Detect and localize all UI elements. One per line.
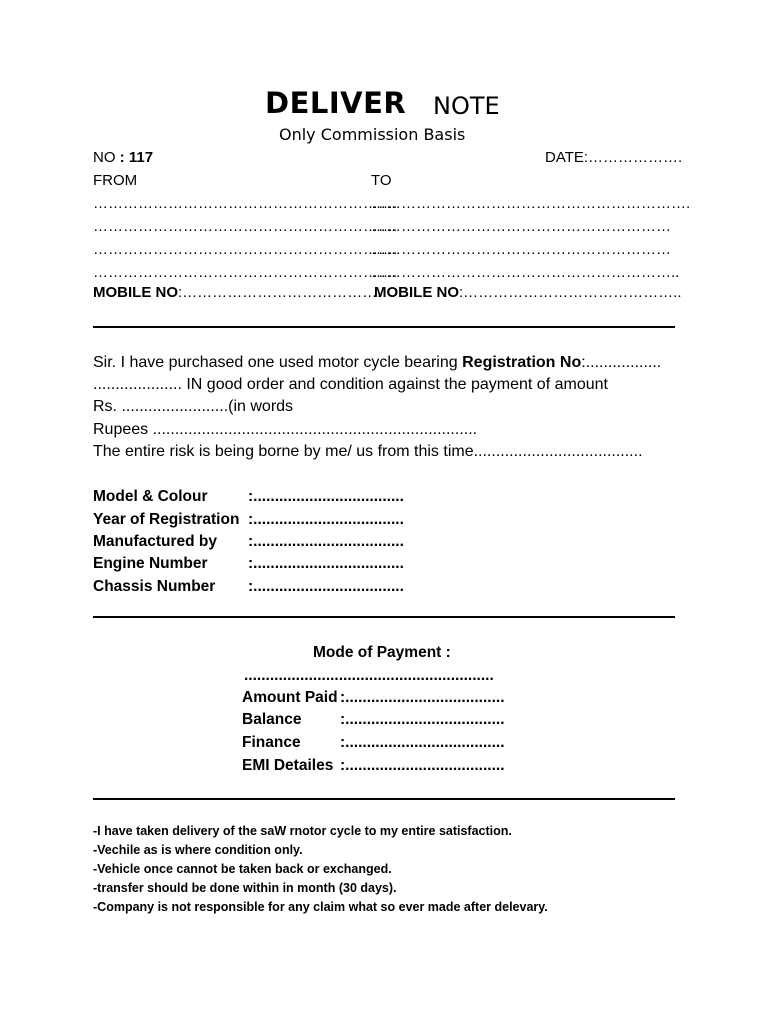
terms-item: -Vehicle once cannot be taken back or exchanged. bbox=[93, 862, 392, 876]
terms-item: -transfer should be done within in month (30 days). bbox=[93, 881, 397, 895]
detail-value: :................................... bbox=[248, 578, 404, 595]
detail-row-chassis bbox=[93, 578, 404, 596]
detail-label: Manufactured by bbox=[93, 533, 218, 550]
to-mobile-label: MOBILE NO bbox=[374, 284, 459, 301]
from-label: FROM bbox=[93, 172, 138, 189]
receipt-number bbox=[93, 149, 153, 166]
detail-label: Model & Colour bbox=[93, 488, 208, 505]
document-title-note: NOTE bbox=[433, 92, 500, 120]
statement-line bbox=[93, 354, 661, 372]
payment-label: Finance bbox=[242, 734, 301, 751]
detail-value: :................................... bbox=[248, 555, 404, 572]
from-address-line: ……………………………………………………. bbox=[93, 218, 398, 235]
payment-row-balance bbox=[242, 711, 505, 729]
payment-value: :..................................... bbox=[340, 711, 505, 728]
detail-row-model bbox=[93, 488, 404, 506]
detail-label: Engine Number bbox=[93, 555, 208, 572]
detail-label: Chassis Number bbox=[93, 578, 216, 595]
document-subtitle: Only Commission Basis bbox=[279, 125, 466, 144]
statement-text: Sir. I have purchased one used motor cycle bearing bbox=[93, 354, 463, 371]
detail-value: :................................... bbox=[248, 533, 404, 550]
payment-value: :..................................... bbox=[340, 757, 505, 774]
terms-list bbox=[93, 822, 548, 917]
to-mobile bbox=[374, 284, 682, 301]
from-mobile-value: :…………………………………. bbox=[178, 284, 382, 301]
terms-item: -Vechile as is where condition only. bbox=[93, 843, 303, 857]
terms-item: -I have taken delivery of the saW rnotor cycle to my entire satisfaction. bbox=[93, 824, 512, 838]
detail-row-engine bbox=[93, 555, 404, 573]
registration-no-dots: :................. bbox=[581, 354, 662, 371]
to-address-line: …………………………………………………….. bbox=[371, 264, 680, 281]
detail-row-year bbox=[93, 511, 404, 529]
payment-mode-dots: .......................................................... bbox=[244, 667, 494, 684]
to-label: TO bbox=[371, 172, 392, 189]
date-field: DATE:………………. bbox=[545, 149, 683, 166]
risk-line: The entire risk is being borne by me/ us from this time...................................... bbox=[93, 443, 643, 460]
amount-words-line: Rupees ......................................................................... bbox=[93, 421, 478, 438]
payment-label: Balance bbox=[242, 711, 302, 728]
to-address-line: …………………………………………………… bbox=[371, 218, 671, 235]
from-address-line: ……………………………………………………. bbox=[93, 195, 398, 212]
payment-row-amount-paid bbox=[242, 689, 505, 707]
terms-item: -Company is not responsible for any claim what so ever made after delevary. bbox=[93, 900, 548, 914]
amount-line: Rs. ........................(in words bbox=[93, 398, 294, 415]
to-address-line: …………………………………………………… bbox=[371, 241, 671, 258]
payment-label: Amount Paid bbox=[242, 689, 338, 706]
registration-no-label: Registration No bbox=[462, 354, 582, 371]
from-address-line: ……………………………………………………. bbox=[93, 264, 398, 281]
receipt-number-label: NO bbox=[93, 149, 116, 166]
from-mobile-label: MOBILE NO bbox=[93, 284, 178, 301]
payment-label: EMI Detailes bbox=[242, 757, 334, 774]
detail-value: :................................... bbox=[248, 511, 404, 528]
payment-value: :..................................... bbox=[340, 734, 505, 751]
divider bbox=[93, 798, 675, 800]
payment-row-emi bbox=[242, 757, 505, 775]
payment-value: :..................................... bbox=[340, 689, 505, 706]
detail-row-manufacturer bbox=[93, 533, 404, 551]
to-address-line: ………………………………………………………. bbox=[371, 195, 691, 212]
divider bbox=[93, 326, 675, 328]
from-mobile bbox=[93, 284, 381, 301]
detail-label: Year of Registration bbox=[93, 511, 240, 528]
document-title: DELIVER bbox=[265, 86, 407, 120]
from-address-line: ……………………………………………………. bbox=[93, 241, 398, 258]
payment-row-finance bbox=[242, 734, 505, 752]
detail-value: :................................... bbox=[248, 488, 404, 505]
to-mobile-value: :…………………………………….. bbox=[459, 284, 682, 301]
receipt-number-value: : 117 bbox=[119, 149, 154, 166]
statement-line: .................... IN good order and condition against the payment of amount bbox=[93, 376, 608, 393]
divider bbox=[93, 616, 675, 618]
payment-heading: Mode of Payment : bbox=[313, 644, 451, 661]
